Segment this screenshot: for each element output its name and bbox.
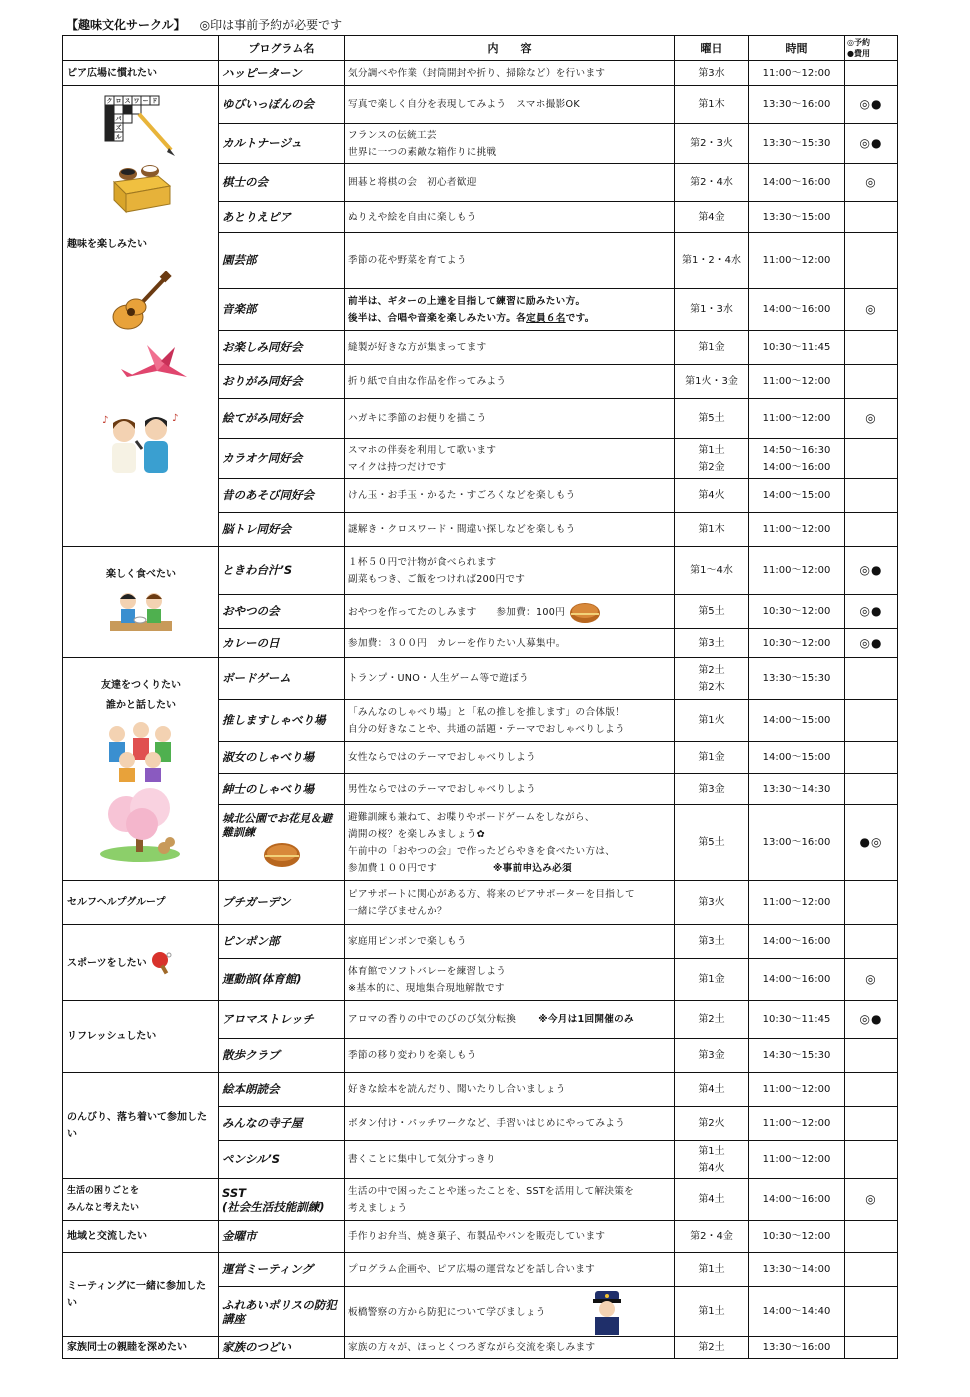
program-time: 11:00〜12:00 bbox=[749, 513, 845, 547]
ping-pong-paddle-icon bbox=[150, 951, 172, 975]
program-mark bbox=[845, 331, 898, 365]
program-time: 14:00〜16:00 bbox=[749, 959, 845, 1001]
category-label: 趣味を楽しみたい bbox=[67, 239, 147, 250]
table-row bbox=[63, 925, 898, 959]
crossword-char: ル bbox=[115, 134, 122, 141]
program-mark bbox=[845, 439, 898, 479]
program-content: スマホの伴奏を利用して歌います マイクは持つだけです bbox=[345, 439, 675, 479]
program-day: 第4火 bbox=[675, 479, 749, 513]
program-time: 11:00〜12:00 bbox=[749, 399, 845, 439]
program-mark bbox=[845, 1141, 898, 1179]
program-day: 第2土 bbox=[675, 1001, 749, 1039]
program-time: 11:00〜12:00 bbox=[749, 881, 845, 925]
group-talk-illustration bbox=[99, 720, 183, 782]
program-name: 絵てがみ同好会 bbox=[219, 399, 345, 439]
program-day: 第3金 bbox=[675, 1039, 749, 1073]
program-content: ボタン付け・パッチワークなど、手習いはじめにやってみよう bbox=[345, 1107, 675, 1141]
program-time: 14:00〜15:00 bbox=[749, 479, 845, 513]
program-day: 第1〜4水 bbox=[675, 547, 749, 595]
program-content: 囲碁と将棋の会 初心者歓迎 bbox=[345, 164, 675, 202]
program-day: 第1金 bbox=[675, 959, 749, 1001]
program-time: 14:30〜15:30 bbox=[749, 1039, 845, 1073]
header-title: 【趣味文化サークル】 bbox=[66, 18, 186, 32]
program-day: 第2土 第2木 bbox=[675, 658, 749, 700]
program-name: みんなの寺子屋 bbox=[219, 1107, 345, 1141]
program-content: 前半は、ギターの上達を目指して練習に励みたい方。 後半は、合唱や音楽を楽しみたい方。各定員６名です。 bbox=[345, 289, 675, 331]
dorayaki-icon bbox=[568, 600, 602, 624]
table-row bbox=[63, 1253, 898, 1287]
crossword-char: ワ bbox=[133, 98, 140, 105]
program-mark bbox=[845, 925, 898, 959]
program-content: 気分調べや作業（封筒開封や折り、掃除など）を行います bbox=[345, 61, 675, 86]
crossword-char: ド bbox=[151, 98, 158, 105]
program-time: 14:00〜15:00 bbox=[749, 742, 845, 774]
program-name: ハッピーターン bbox=[219, 61, 345, 86]
program-time: 10:30〜11:45 bbox=[749, 1001, 845, 1039]
program-time: 11:00〜12:00 bbox=[749, 1073, 845, 1107]
table-row bbox=[63, 881, 898, 925]
program-day: 第1火・3金 bbox=[675, 365, 749, 399]
category-cell: のんびり、落ち着いて参加したい bbox=[63, 1073, 219, 1179]
table-row bbox=[63, 547, 898, 595]
legend-reserve: ◎予約 bbox=[847, 38, 870, 47]
program-time: 11:00〜12:00 bbox=[749, 1107, 845, 1141]
program-time: 11:00〜12:00 bbox=[749, 61, 845, 86]
program-content: ピアサポートに関心がある方、将来のピアサポーターを目指して 一緒に学びませんか？ bbox=[345, 881, 675, 925]
program-content: プログラム企画や、ピア広場の運営などを話し合います bbox=[345, 1253, 675, 1287]
program-content: 縫製が好きな方が集まってます bbox=[345, 331, 675, 365]
program-mark bbox=[845, 1039, 898, 1073]
program-day: 第2火 bbox=[675, 1107, 749, 1141]
program-name: プチガーデン bbox=[219, 881, 345, 925]
program-content: 避難訓練も兼ねて、お喋りやボードゲームをしながら、 満開の桜？を楽しみましょう✿ 午前中の「おやつの会」で作ったどらやきを食べたい方は、 参加費１００円です ※事前申込み必須 bbox=[345, 805, 675, 881]
program-name: ゆびいっぽんの会 bbox=[219, 86, 345, 124]
program-name: あとりえピア bbox=[219, 202, 345, 233]
program-day: 第1土 bbox=[675, 1287, 749, 1337]
program-time: 10:30〜12:00 bbox=[749, 629, 845, 658]
program-mark: ◎● bbox=[845, 629, 898, 658]
program-day: 第1金 bbox=[675, 742, 749, 774]
crossword-char: ロ bbox=[115, 98, 122, 105]
program-time: 11:00〜12:00 bbox=[749, 365, 845, 399]
eating-kids-illustration bbox=[108, 587, 174, 633]
program-day: 第1木 bbox=[675, 513, 749, 547]
program-time: 14:00〜14:40 bbox=[749, 1287, 845, 1337]
crossword-char: パ bbox=[115, 116, 122, 123]
program-time: 13:30〜15:00 bbox=[749, 202, 845, 233]
program-name: 紳士のしゃべり場 bbox=[219, 774, 345, 805]
table-row bbox=[63, 658, 898, 700]
program-name: カレーの日 bbox=[219, 629, 345, 658]
table-row bbox=[63, 86, 898, 124]
program-day: 第3水 bbox=[675, 61, 749, 86]
program-content: ぬりえや絵を自由に楽しもう bbox=[345, 202, 675, 233]
karaoke-illustration bbox=[96, 411, 186, 481]
table-row bbox=[63, 1179, 898, 1221]
header-note: ◎印は事前予約が必要です bbox=[199, 18, 343, 32]
program-table bbox=[62, 35, 898, 1359]
category-label: スポーツをしたい bbox=[67, 957, 147, 969]
program-day: 第3金 bbox=[675, 774, 749, 805]
program-name: お楽しみ同好会 bbox=[219, 331, 345, 365]
crossword-char: ス bbox=[124, 98, 131, 105]
program-content: 季節の花や野菜を育てよう bbox=[345, 233, 675, 289]
program-day: 第2・3火 bbox=[675, 124, 749, 164]
program-content: 生活の中で困ったことや迷ったことを、SSTを活用して解決策を 考えましょう bbox=[345, 1179, 675, 1221]
program-mark bbox=[845, 513, 898, 547]
category-label: 友達をつくりたい 誰かと話したい bbox=[101, 680, 181, 711]
program-mark bbox=[845, 1253, 898, 1287]
program-mark: ◎● bbox=[845, 1001, 898, 1039]
program-content: 季節の移り変わりを楽しもう bbox=[345, 1039, 675, 1073]
program-mark bbox=[845, 700, 898, 742]
program-day: 第3火 bbox=[675, 881, 749, 925]
program-mark: ◎ bbox=[845, 289, 898, 331]
legend-fee: ●費用 bbox=[847, 49, 870, 58]
program-mark: ◎ bbox=[845, 164, 898, 202]
program-mark bbox=[845, 658, 898, 700]
program-name: 音楽部 bbox=[219, 289, 345, 331]
program-day: 第1土 第2金 bbox=[675, 439, 749, 479]
category-cell: 地域と交流したい bbox=[63, 1221, 219, 1253]
program-day: 第2・4金 bbox=[675, 1221, 749, 1253]
program-time: 14:00〜16:00 bbox=[749, 164, 845, 202]
program-day: 第1金 bbox=[675, 331, 749, 365]
program-time: 14:00〜16:00 bbox=[749, 1179, 845, 1221]
program-day: 第2・4水 bbox=[675, 164, 749, 202]
program-day: 第4土 bbox=[675, 1179, 749, 1221]
program-mark: ◎ bbox=[845, 1179, 898, 1221]
program-time: 14:00〜16:00 bbox=[749, 289, 845, 331]
program-time: 13:30〜16:00 bbox=[749, 86, 845, 124]
program-content: 男性ならではのテーマでおしゃべりしよう bbox=[345, 774, 675, 805]
program-day: 第3土 bbox=[675, 629, 749, 658]
table-row bbox=[63, 1221, 898, 1253]
program-day: 第5土 bbox=[675, 399, 749, 439]
program-mark bbox=[845, 1287, 898, 1337]
program-day: 第1木 bbox=[675, 86, 749, 124]
program-name: ときわ台汁’S bbox=[219, 547, 345, 595]
header-day: 曜日 bbox=[675, 36, 749, 61]
program-content: トランプ・UNO・人生ゲーム等で遊ぼう bbox=[345, 658, 675, 700]
program-time: 13:30〜14:00 bbox=[749, 1253, 845, 1287]
program-mark: ◎● bbox=[845, 124, 898, 164]
category-cell: リフレッシュしたい bbox=[63, 1001, 219, 1073]
program-day: 第2土 bbox=[675, 1337, 749, 1359]
go-board-illustration bbox=[106, 164, 176, 216]
program-name: カラオケ同好会 bbox=[219, 439, 345, 479]
dorayaki-icon bbox=[262, 840, 302, 868]
program-day: 第5土 bbox=[675, 805, 749, 881]
program-day: 第1・2・4水 bbox=[675, 233, 749, 289]
program-time: 10:30〜12:00 bbox=[749, 1221, 845, 1253]
program-name: 家族のつどい bbox=[219, 1337, 345, 1359]
program-time: 13:00〜16:00 bbox=[749, 805, 845, 881]
table-row bbox=[63, 1001, 898, 1039]
program-name: 金曜市 bbox=[219, 1221, 345, 1253]
program-name: ふれあいポリスの防犯講座 bbox=[219, 1287, 345, 1337]
program-content: おやつを作ってたのしみます 参加費：100円 bbox=[345, 595, 675, 629]
guitar-illustration bbox=[106, 271, 176, 337]
program-content: フランスの伝統工芸 世界に一つの素敵な箱作りに挑戦 bbox=[345, 124, 675, 164]
program-mark: ◎ bbox=[845, 399, 898, 439]
program-day: 第3土 bbox=[675, 925, 749, 959]
category-label: 楽しく食べたい bbox=[106, 568, 176, 580]
program-day: 第1土 bbox=[675, 1253, 749, 1287]
program-content: ハガキに季節のお便りを描こう bbox=[345, 399, 675, 439]
program-content: 家庭用ピンポンで楽しもう bbox=[345, 925, 675, 959]
origami-crane-illustration bbox=[117, 341, 197, 385]
program-name: 淑女のしゃべり場 bbox=[219, 742, 345, 774]
program-content: 家族の方々が、ほっとくつろぎながら交流を楽しみます bbox=[345, 1337, 675, 1359]
program-mark bbox=[845, 61, 898, 86]
program-content: 書くことに集中して気分すっきり bbox=[345, 1141, 675, 1179]
program-name: カルトナージュ bbox=[219, 124, 345, 164]
program-name: 運営ミーティング bbox=[219, 1253, 345, 1287]
header-legend bbox=[845, 36, 898, 61]
program-time: 10:30〜11:45 bbox=[749, 331, 845, 365]
program-time: 13:30〜15:30 bbox=[749, 658, 845, 700]
program-mark bbox=[845, 1107, 898, 1141]
table-header-row bbox=[63, 36, 898, 61]
program-time: 13:30〜16:00 bbox=[749, 1337, 845, 1359]
program-mark: ●◎ bbox=[845, 805, 898, 881]
header-content: 内 容 bbox=[345, 36, 675, 61]
program-mark bbox=[845, 365, 898, 399]
program-mark bbox=[845, 1073, 898, 1107]
program-content: 好きな絵本を読んだり、聞いたりし合いましょう bbox=[345, 1073, 675, 1107]
program-name: 棋士の会 bbox=[219, 164, 345, 202]
program-time: 13:30〜15:30 bbox=[749, 124, 845, 164]
program-content: 「みんなのしゃべり場」と「私の推しを推します」の合体版！ 自分の好きなことや、共通の話題・テーマでおしゃべりしよう bbox=[345, 700, 675, 742]
program-content: 手作りお弁当、焼き菓子、布製品やパンを販売しています bbox=[345, 1221, 675, 1253]
program-time: 11:00〜12:00 bbox=[749, 1141, 845, 1179]
program-day: 第1火 bbox=[675, 700, 749, 742]
program-mark bbox=[845, 479, 898, 513]
category-cell: ミーティングに一緒に参加したい bbox=[63, 1253, 219, 1337]
program-name: 運動部(体育館) bbox=[219, 959, 345, 1001]
program-content: 体育館でソフトバレーを練習しよう ※基本的に、現地集合現地解散です bbox=[345, 959, 675, 1001]
program-time: 14:00〜15:00 bbox=[749, 700, 845, 742]
program-time: 13:30〜14:30 bbox=[749, 774, 845, 805]
program-name: 散歩クラブ bbox=[219, 1039, 345, 1073]
category-cell-hobby bbox=[63, 86, 219, 547]
program-mark bbox=[845, 1337, 898, 1359]
program-name: ピンポン部 bbox=[219, 925, 345, 959]
program-name: おやつの会 bbox=[219, 595, 345, 629]
program-day: 第4土 bbox=[675, 1073, 749, 1107]
table-row bbox=[63, 1337, 898, 1359]
program-name: アロマストレッチ bbox=[219, 1001, 345, 1039]
category-cell: セルフヘルプグループ bbox=[63, 881, 219, 925]
program-content: 板橋警察の方から防犯について学びましょう bbox=[345, 1287, 675, 1337]
program-day: 第1・3水 bbox=[675, 289, 749, 331]
crossword-char: ク bbox=[106, 98, 113, 105]
svg-text:♪: ♪ bbox=[102, 415, 109, 426]
category-cell-eat bbox=[63, 547, 219, 658]
category-cell: 生活の困りごとを みんなと考えたい bbox=[63, 1179, 219, 1221]
program-content: 謎解き・クロスワード・間違い探しなどを楽しもう bbox=[345, 513, 675, 547]
program-mark bbox=[845, 202, 898, 233]
table-row bbox=[63, 1073, 898, 1107]
program-mark bbox=[845, 1221, 898, 1253]
program-name: 絵本朗読会 bbox=[219, 1073, 345, 1107]
crossword-illustration bbox=[99, 90, 183, 160]
crossword-char: ー bbox=[142, 98, 149, 105]
police-officer-illustration bbox=[587, 1289, 627, 1335]
program-name: SST (社会生活技能訓練) bbox=[219, 1179, 345, 1221]
program-name: 昔のあそび同好会 bbox=[219, 479, 345, 513]
program-time: 14:50〜16:30 14:00〜16:00 bbox=[749, 439, 845, 479]
category-cell: 家族同士の親睦を深めたい bbox=[63, 1337, 219, 1359]
program-content: 写真で楽しく自分を表現してみよう スマホ撮影OK bbox=[345, 86, 675, 124]
program-content: 折り紙で自由な作品を作ってみよう bbox=[345, 365, 675, 399]
svg-text:♪: ♪ bbox=[172, 413, 179, 424]
program-day: 第1土 第4火 bbox=[675, 1141, 749, 1179]
program-time: 11:00〜12:00 bbox=[749, 547, 845, 595]
program-mark bbox=[845, 742, 898, 774]
category-cell-sports bbox=[63, 925, 219, 1001]
program-time: 10:30〜12:00 bbox=[749, 595, 845, 629]
program-time: 11:00〜12:00 bbox=[749, 233, 845, 289]
program-name: 脳トレ同好会 bbox=[219, 513, 345, 547]
program-name: 推しますしゃべり場 bbox=[219, 700, 345, 742]
header-category bbox=[63, 36, 219, 61]
program-day: 第4金 bbox=[675, 202, 749, 233]
program-name: ペンシル’S bbox=[219, 1141, 345, 1179]
category-cell: ピア広場に慣れたい bbox=[63, 61, 219, 86]
header-program: プログラム名 bbox=[219, 36, 345, 61]
program-name: 城北公園でお花見＆避難訓練 bbox=[219, 805, 345, 881]
page-header bbox=[66, 16, 342, 33]
program-mark bbox=[845, 233, 898, 289]
program-mark bbox=[845, 774, 898, 805]
crossword-char: ズ bbox=[115, 125, 122, 132]
program-mark: ◎ bbox=[845, 959, 898, 1001]
program-content: けん玉・お手玉・かるた・すごろくなどを楽しもう bbox=[345, 479, 675, 513]
program-mark: ◎● bbox=[845, 595, 898, 629]
program-name: 園芸部 bbox=[219, 233, 345, 289]
program-name: ボードゲーム bbox=[219, 658, 345, 700]
program-mark: ◎● bbox=[845, 547, 898, 595]
program-day: 第5土 bbox=[675, 595, 749, 629]
program-content: 女性ならではのテーマでおしゃべりしよう bbox=[345, 742, 675, 774]
program-content: １杯５０円で汁物が食べられます 副菜もつき、ご飯をつければ200円です bbox=[345, 547, 675, 595]
table-row bbox=[63, 61, 898, 86]
program-mark bbox=[845, 881, 898, 925]
program-time: 14:00〜16:00 bbox=[749, 925, 845, 959]
category-cell-friends bbox=[63, 658, 219, 881]
cherry-blossom-illustration bbox=[96, 786, 186, 866]
program-content: アロマの香りの中でのびのび気分転換 ※今月は1回開催のみ bbox=[345, 1001, 675, 1039]
program-content: 参加費：３００円 カレーを作りたい人募集中。 bbox=[345, 629, 675, 658]
header-time: 時間 bbox=[749, 36, 845, 61]
program-name: おりがみ同好会 bbox=[219, 365, 345, 399]
program-mark: ◎● bbox=[845, 86, 898, 124]
